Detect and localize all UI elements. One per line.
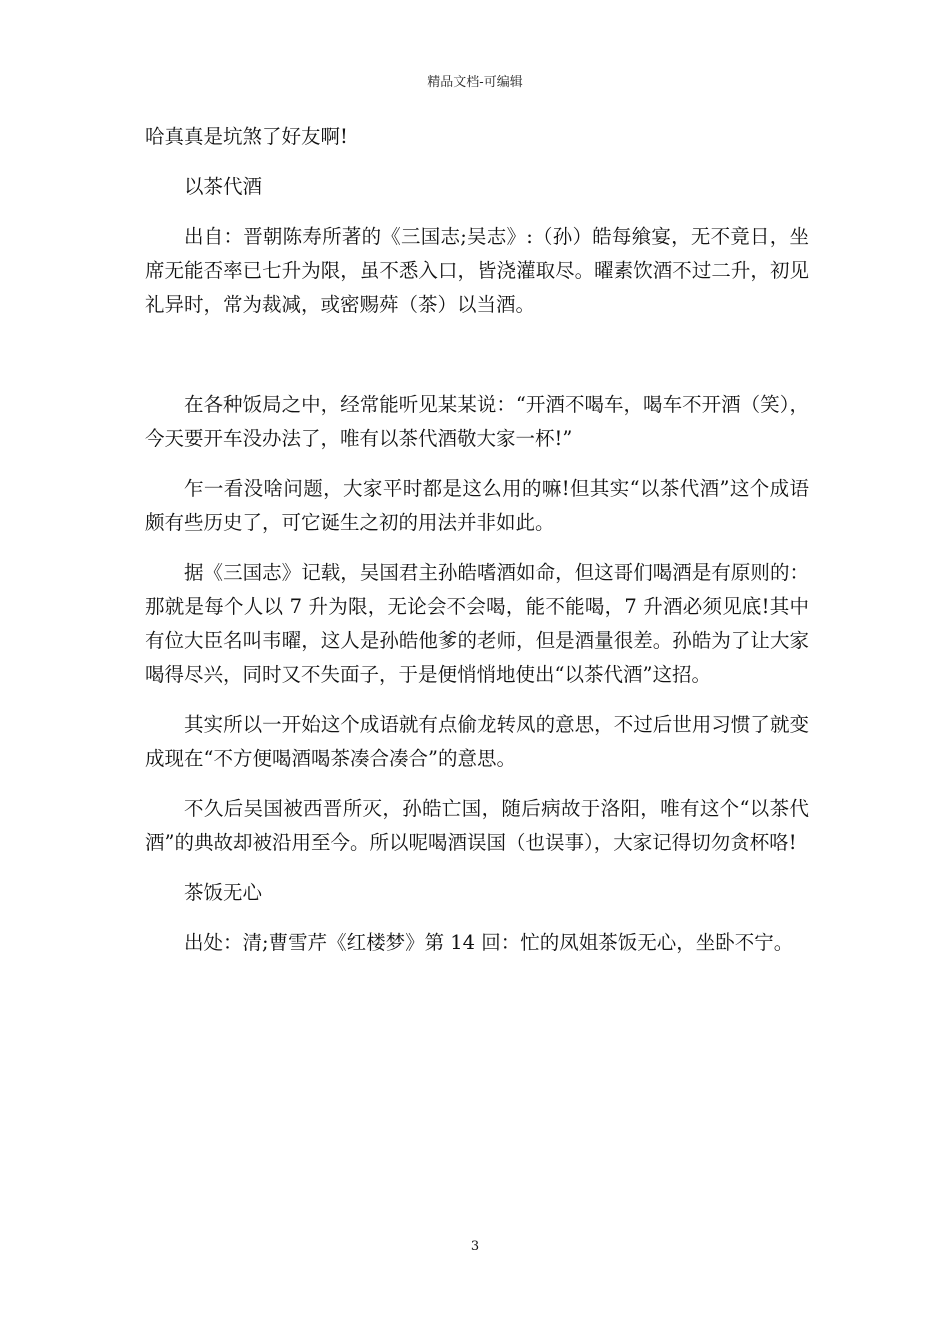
paragraph-sun-hao-story: 据《三国志》记载，吴国君主孙皓嗜酒如命，但这哥们喝酒是有原则的：那就是每个人以 7 升为限，无论会不会喝，能不能喝，7 升酒必须见底!其中有位大臣名叫韦曜，这人是孙皓他爹的老师，但是酒量很差。孙皓为了让大家喝得尽兴，同时又不失面子，于是便悄悄地使出“以茶代酒”这招。 [145,561,809,686]
paragraph-dinner-scene: 在各种饭局之中，经常能听见某某说：“开酒不喝车，喝车不开酒（笑），今天要开车没办法了，唯有以茶代酒敬大家一杯!” [145,393,809,450]
paragraph-meaning-shift: 其实所以一开始这个成语就有点偷龙转凤的意思，不过后世用习惯了就变成现在“不方便喝酒喝茶凑合凑合”的意思。 [145,713,809,770]
document-body [145,120,809,976]
paragraph-continuation: 哈真真是坑煞了好友啊! [145,125,348,148]
section-heading-no-appetite: 茶饭无心 [184,881,263,904]
section-heading-tea-for-wine: 以茶代酒 [184,175,263,198]
paragraph-wu-fall: 不久后吴国被西晋所灭，孙皓亡国，随后病故于洛阳，唯有这个“以茶代酒”的典故却被沿用至今。所以呢喝酒误国（也误事），大家记得切勿贪杯咯! [145,797,809,854]
paragraph-honglou-source: 出处：清;曹雪芹《红楼梦》第 14 回：忙的凤姐茶饭无心，坐卧不宁。 [184,931,794,954]
page-header: 精品文档-可编辑 [427,75,523,90]
page-number: 3 [470,1239,480,1254]
paragraph-source-quote: 出自：晋朝陈寿所著的《三国志;吴志》:（孙）皓每飨宴，无不竟日，坐席无能否率已七升为限，虽不悉入口，皆浇灌取尽。曜素饮酒不过二升，初见礼异时，常为裁减，或密赐荈（茶）以当酒。 [145,225,809,316]
paragraph-history-intro: 乍一看没啥问题，大家平时都是这么用的嘛!但其实“以茶代酒”这个成语颇有些历史了，可它诞生之初的用法并非如此。 [145,477,809,534]
